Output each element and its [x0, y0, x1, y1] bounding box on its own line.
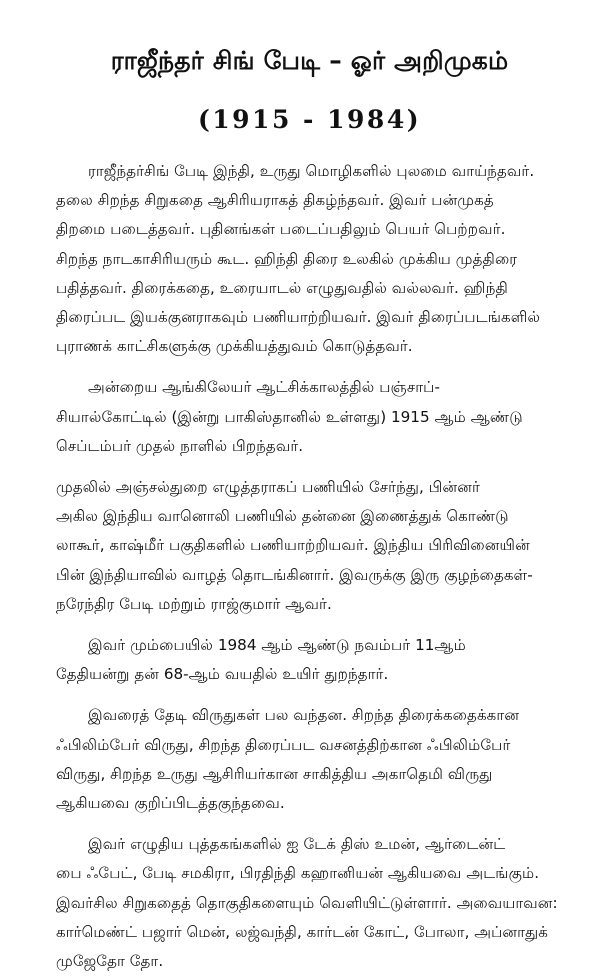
text-line: பை ஃபேட், பேடி சமகிரா, பிரதிந்தி கஹானியன் ஆகியவை அடங்கும்.	[56, 864, 540, 883]
paragraph-awards	[56, 701, 563, 818]
text-line: தலை சிறந்த சிறுகதை ஆசிரியராகத் திகழ்ந்தவர். இவர் பன்முகத்	[56, 191, 494, 210]
text-line: பின் இந்தியாவில் வாழத் தொடங்கினார். இவருக்கு இரு குழந்தைகள்-	[56, 565, 533, 584]
text-line: லாகூர், காஷ்மீர் பகுதிகளில் பணியாற்றியவர். இந்திய பிரிவினையின்	[56, 536, 530, 555]
text-line: விருது, சிறந்த உருது ஆசிரியர்கான சாகித்திய அகாதெமி விருது	[56, 764, 493, 783]
text-line: இவரைத் தேடி விருதுகள் பல வந்தன. சிறந்த திரைக்கதைக்கான	[88, 706, 520, 725]
text-line: இவர் மும்பையில் 1984 ஆம் ஆண்டு நவம்பர் 11ஆம்	[88, 636, 466, 655]
text-line: பதித்தவர். திரைக்கதை, உரையாடல் எழுதுவதில் வல்லவர். ஹிந்தி	[56, 278, 508, 297]
text-line: நரேந்திர பேடி மற்றும் ராஜ்குமார் ஆவர்.	[56, 594, 332, 613]
paragraph-intro	[56, 157, 563, 361]
text-line: தேதியன்று தன் 68-ஆம் வயதில் உயிர் துறந்தார்.	[56, 665, 389, 684]
paragraph-career	[56, 473, 563, 619]
text-line: சிறந்த நாடகாசிரியரும் கூட. ஹிந்தி திரை உலகில் முக்கிய முத்திரை	[56, 249, 518, 268]
text-line: ஃபிலிம்பேர் விருது, சிறந்த திரைப்பட வசனத்திற்கான ஃபிலிம்பேர்	[56, 735, 511, 754]
text-line: திறமை படைத்தவர். புதினங்கள் படைப்பதிலும் பெயர் பெற்றவர்.	[56, 220, 506, 239]
text-line: செப்டம்பர் முதல் நாளில் பிறந்தவர்.	[56, 436, 304, 455]
text-line: இவர்சில சிறுகதைத் தொகுதிகளையும் வெளியிட்டுள்ளார். அவையாவன:	[56, 893, 558, 912]
text-line: முதலில் அஞ்சல்துறை எழுத்தராகப் பணியில் சேர்ந்து, பின்னர்	[56, 478, 480, 497]
text-line: சியால்கோட்டில் (இன்று பாகிஸ்தானில் உள்ளது) 1915 ஆம் ஆண்டு	[56, 407, 523, 426]
text-line: ஆகியவை குறிப்பிடத்தகுந்தவை.	[56, 794, 285, 813]
text-line: அகில இந்திய வானொலி பணியில் தன்னை இணைத்துக் கொண்டு	[56, 507, 509, 526]
text-line: கார்மெண்ட் பஜார் மென், லஜ்வந்தி, கார்டன் கோட், போலா, அப்னாதுக்	[56, 922, 548, 941]
text-line: அன்றைய ஆங்கிலேயர் ஆட்சிக்காலத்தில் பஞ்சாப்-	[88, 378, 440, 397]
life-years: (1915 - 1984)	[197, 105, 422, 134]
text-line: இவர் எழுதிய புத்தகங்களில் ஐ டேக் திஸ் உமன், ஆர்டைன்ட்	[88, 835, 506, 854]
text-line: முஜேதோ தோ.	[56, 952, 164, 971]
page-title: ராஜீந்தர் சிங் பேடி – ஓர் அறிமுகம்	[110, 46, 509, 75]
text-line: புராணக் காட்சிகளுக்கு முக்கியத்துவம் கொடுத்தவர்.	[56, 337, 413, 356]
paragraph-death	[56, 631, 563, 689]
text-line: திரைப்பட இயக்குனராகவும் பணியாற்றியவர். இவர் திரைப்படங்களில்	[56, 308, 541, 327]
paragraph-birth	[56, 373, 563, 461]
document-body	[56, 157, 563, 976]
text-line: ராஜீந்தர்சிங் பேடி இந்தி, உருது மொழிகளில் புலமை வாய்ந்தவர்.	[88, 162, 535, 180]
paragraph-books	[56, 830, 563, 976]
